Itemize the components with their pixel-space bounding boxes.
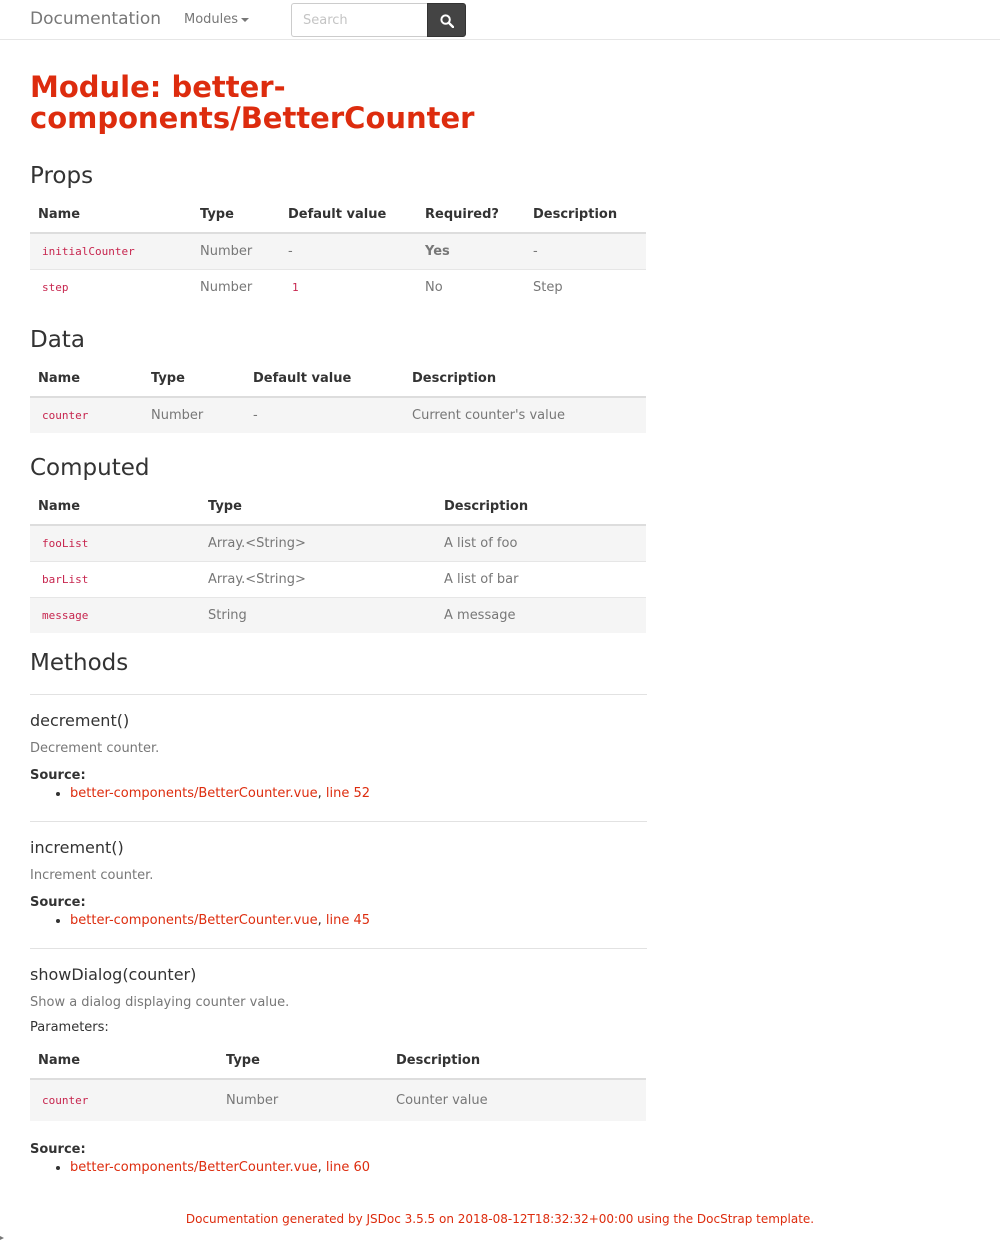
computed-name: barList (42, 572, 89, 586)
column-header: Default value (280, 197, 417, 233)
methods-heading: Methods (30, 650, 129, 676)
column-header: Required? (417, 197, 525, 233)
column-header: Name (30, 361, 143, 397)
brand-link[interactable]: Documentation (30, 9, 162, 29)
computed-name: fooList (42, 536, 89, 550)
prop-name-cell (30, 269, 192, 305)
column-header: Description (525, 197, 646, 233)
data-heading: Data (30, 327, 85, 353)
param-type: Number (218, 1079, 388, 1121)
table-header-row (30, 489, 646, 525)
search-icon (440, 14, 454, 28)
source-separator: , (317, 1160, 326, 1175)
footer-text: Documentation generated by JSDoc 3.5.5 on 2018-08-12T18:32:32+00:00 using the DocStrap template. (185, 1212, 815, 1226)
computed-name-cell (30, 597, 200, 633)
computed-type: Array.<String> (200, 525, 436, 561)
data-table (30, 361, 646, 433)
modules-dropdown-label: Modules (184, 12, 239, 27)
source-file-link[interactable]: better-components/BetterCounter.vue (70, 1160, 318, 1175)
list-item (70, 912, 370, 930)
column-header: Name (30, 1043, 218, 1079)
column-header: Type (143, 361, 245, 397)
prop-required: Yes (417, 233, 525, 269)
method-signature: increment() (30, 838, 124, 857)
data-type: Number (143, 397, 245, 433)
table-row (30, 269, 646, 305)
prop-required: No (417, 269, 525, 305)
column-header: Type (218, 1043, 388, 1079)
divider (30, 948, 647, 949)
column-header: Name (30, 197, 192, 233)
column-header: Description (436, 489, 646, 525)
prop-name: step (42, 280, 69, 294)
method-description: Increment counter. (30, 868, 154, 883)
table-row (30, 1079, 646, 1121)
method-signature: decrement() (30, 711, 130, 730)
source-label: Source: (30, 895, 86, 910)
table-row (30, 233, 646, 269)
divider (30, 821, 647, 822)
source-file-link[interactable]: better-components/BetterCounter.vue (70, 913, 318, 928)
computed-name: message (42, 608, 89, 622)
source-list (54, 912, 370, 930)
computed-name-cell (30, 561, 200, 597)
table-row (30, 561, 646, 597)
prop-name: initialCounter (42, 244, 135, 258)
data-description: Current counter's value (404, 397, 646, 433)
list-item (70, 785, 370, 803)
param-name: counter (42, 1094, 89, 1107)
computed-heading: Computed (30, 455, 150, 481)
source-label: Source: (30, 768, 86, 783)
source-label: Source: (30, 1142, 86, 1157)
top-navbar (0, 0, 1000, 40)
props-heading: Props (30, 163, 94, 189)
table-row (30, 597, 646, 633)
data-name: counter (42, 409, 89, 422)
column-header: Default value (245, 361, 404, 397)
column-header: Type (192, 197, 280, 233)
corner-arrow-icon (0, 1236, 4, 1240)
parameters-table (30, 1043, 646, 1121)
source-separator: , (317, 913, 326, 928)
list-item (70, 1159, 370, 1177)
column-header: Type (200, 489, 436, 525)
divider (30, 694, 647, 695)
prop-default-cell (280, 269, 417, 305)
table-header-row (30, 197, 646, 233)
computed-description: A list of foo (436, 525, 646, 561)
param-name-cell (30, 1079, 218, 1121)
modules-dropdown[interactable] (184, 12, 249, 27)
prop-default: - (280, 233, 417, 269)
parameters-label: Parameters: (30, 1020, 109, 1035)
search-input[interactable] (291, 3, 427, 37)
source-file-link[interactable]: better-components/BetterCounter.vue (70, 786, 318, 801)
column-header: Description (404, 361, 646, 397)
computed-description: A list of bar (436, 561, 646, 597)
table-header-row (30, 361, 646, 397)
prop-type: Number (192, 233, 280, 269)
table-row (30, 397, 646, 433)
method-description: Show a dialog displaying counter value. (30, 995, 290, 1010)
prop-description: - (525, 233, 646, 269)
computed-type: String (200, 597, 436, 633)
source-list (54, 1159, 370, 1177)
data-name-cell (30, 397, 143, 433)
source-line-link[interactable]: line 60 (325, 1160, 371, 1175)
computed-name-cell (30, 525, 200, 561)
table-row (30, 525, 646, 561)
prop-name-cell (30, 233, 192, 269)
search-button[interactable] (427, 3, 466, 37)
method-description: Decrement counter. (30, 741, 160, 756)
source-line-link[interactable]: line 45 (325, 913, 371, 928)
source-list (54, 785, 370, 803)
page-title: Module: better-components/BetterCounter (30, 70, 475, 135)
prop-default: 1 (292, 280, 299, 294)
prop-description: Step (525, 269, 646, 305)
prop-type: Number (192, 269, 280, 305)
table-header-row (30, 1043, 646, 1079)
column-header: Name (30, 489, 200, 525)
data-default: - (245, 397, 404, 433)
source-separator: , (317, 786, 326, 801)
column-header: Description (388, 1043, 646, 1079)
computed-description: A message (436, 597, 646, 633)
caret-down-icon (241, 18, 249, 22)
param-description: Counter value (388, 1079, 646, 1121)
props-table (30, 197, 646, 305)
source-line-link[interactable]: line 52 (325, 786, 371, 801)
computed-table (30, 489, 646, 633)
method-signature: showDialog(counter) (30, 965, 197, 984)
computed-type: Array.<String> (200, 561, 436, 597)
